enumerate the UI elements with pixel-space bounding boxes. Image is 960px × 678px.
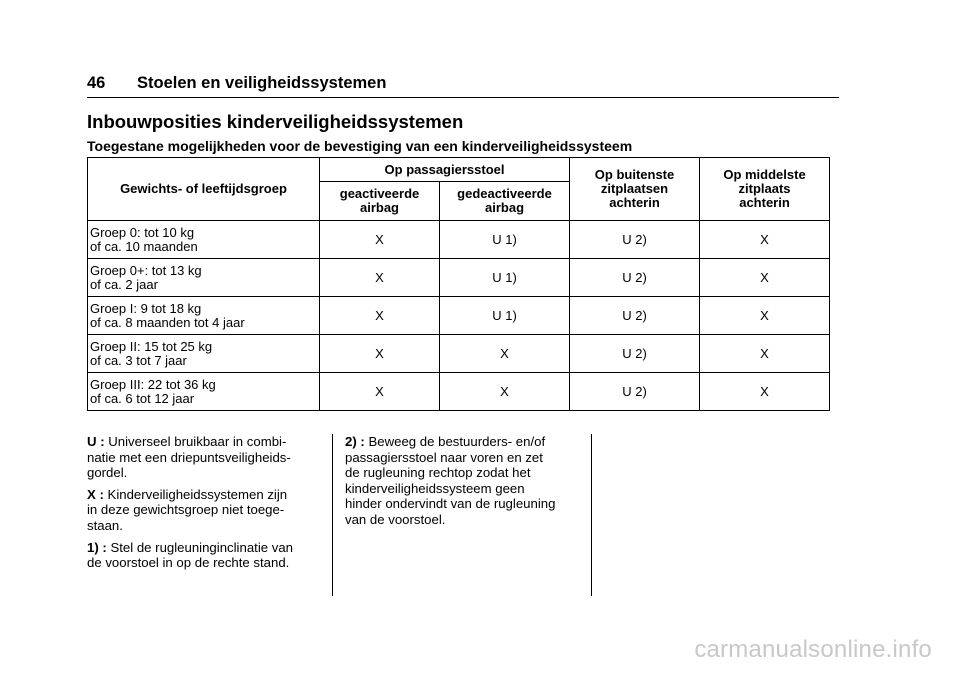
child-seat-table [87,157,830,411]
note-x [87,487,327,534]
cell-group: Groep III: 22 tot 36 kg of ca. 6 tot 12 jaar [88,373,320,411]
table-row [88,373,830,411]
note-u [87,434,327,481]
header-passenger-seat: Op passagiersstoel [320,158,570,182]
cell-airbag-on: X [320,373,440,411]
cell-middle: X [700,297,830,335]
section-title: Inbouwposities kinderveiligheidssystemen [87,111,464,132]
header-middle-rear: Op middelste zitplaats achterin [700,158,830,221]
cell-group: Groep II: 15 tot 25 kg of ca. 3 tot 7 jaar [88,335,320,373]
cell-middle: X [700,373,830,411]
header-airbag-on: geactiveerde airbag [320,182,440,221]
watermark: carmanualsonline.info [694,636,932,663]
cell-outer: U 2) [570,373,700,411]
table-row [88,297,830,335]
table-row [88,221,830,259]
cell-middle: X [700,259,830,297]
note-label: 1) : [87,539,107,555]
cell-airbag-off: U 1) [440,221,570,259]
notes-column-right [345,434,581,534]
table-subtitle: Toegestane mogelijkheden voor de bevestiging van een kinderveiligheidssysteem [87,138,633,154]
cell-outer: U 2) [570,259,700,297]
table-row [88,259,830,297]
page-header [87,72,839,98]
cell-airbag-on: X [320,297,440,335]
header-group: Gewichts- of leeftijdsgroep [88,158,320,221]
page-number: 46 [87,74,106,92]
cell-airbag-off: U 1) [440,297,570,335]
cell-group: Groep 0: tot 10 kg of ca. 10 maanden [88,221,320,259]
notes-column-left [87,434,327,577]
cell-middle: X [700,221,830,259]
note-label: 2) : [345,434,365,449]
table-row [88,335,830,373]
cell-group: Groep 0+: tot 13 kg of ca. 2 jaar [88,259,320,297]
cell-outer: U 2) [570,335,700,373]
column-divider [332,434,333,596]
chapter-title: Stoelen en veiligheidssystemen [137,74,387,92]
cell-group: Groep I: 9 tot 18 kg of ca. 8 maanden tot 4 jaar [88,297,320,335]
note-text: Universeel bruikbaar in combi- natie met een driepuntsveiligheids- gordel. [87,434,291,481]
note-label: X : [87,486,104,502]
note-1 [87,540,327,571]
note-text: Stel de rugleuninginclinatie van de voorstoel in op de rechte stand. [87,539,294,571]
cell-outer: U 2) [570,297,700,335]
cell-airbag-on: X [320,259,440,297]
note-text: Beweeg de bestuurders- en/of passagiersstoel naar voren en zet de rugleuning rechtop zodat het kinderveiligheidssysteem geen hinder ondervindt van de rugleuning van de voorstoel. [345,434,556,527]
note-2 [345,434,581,528]
cell-airbag-off: X [440,335,570,373]
cell-middle: X [700,335,830,373]
cell-airbag-off: X [440,373,570,411]
column-divider [591,434,592,596]
cell-airbag-on: X [320,335,440,373]
note-label: U : [87,434,105,449]
cell-airbag-on: X [320,221,440,259]
note-text: Kinderveiligheidssystemen zijn in deze gewichtsgroep niet toege- staan. [87,486,288,533]
cell-outer: U 2) [570,221,700,259]
header-outer-rear: Op buitenste zitplaatsen achterin [570,158,700,221]
cell-airbag-off: U 1) [440,259,570,297]
header-airbag-off: gedeactiveerde airbag [440,182,570,221]
